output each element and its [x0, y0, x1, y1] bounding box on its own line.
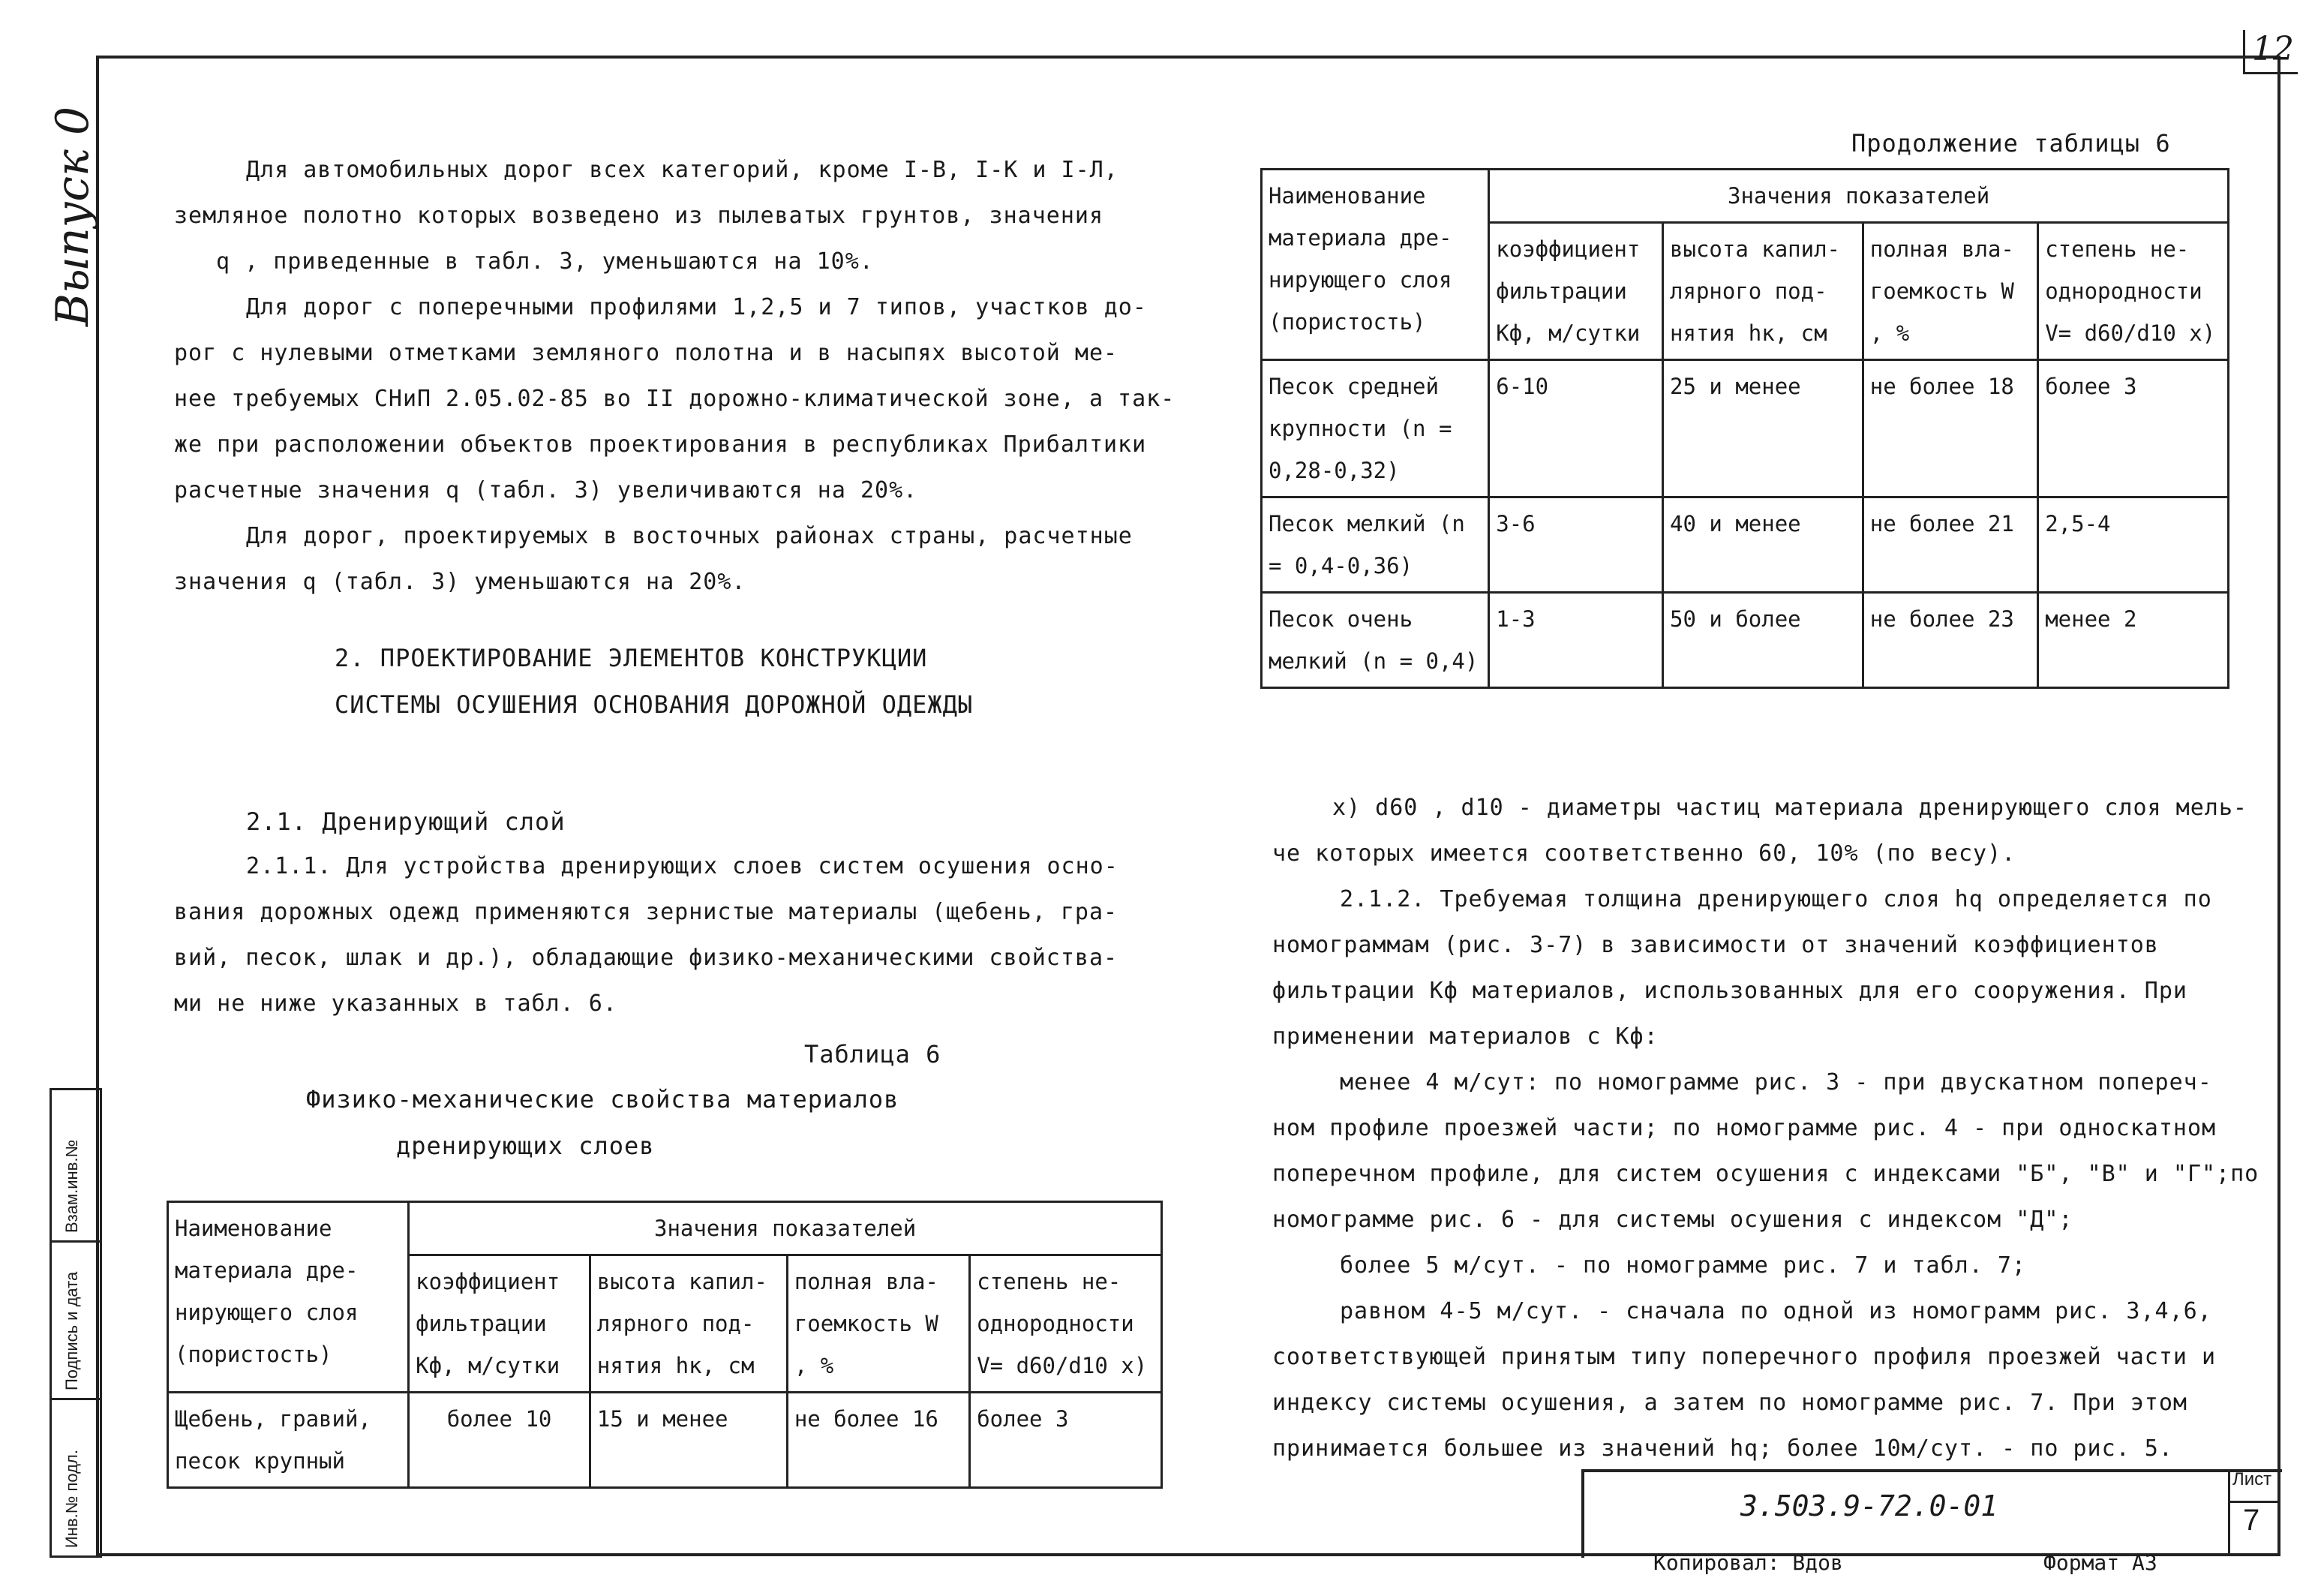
- table-header-uniformity: степень не-однородности V= d60/d10 x): [2038, 223, 2229, 360]
- paragraph-line: q , приведенные в табл. 3, уменьшаются на 10%.: [216, 248, 874, 275]
- subsection-title: 2.1. Дренирующий слой: [246, 807, 566, 836]
- table-6-continued: [1260, 168, 2229, 689]
- side-label: Выпуск 0: [47, 106, 99, 326]
- paragraph-line: Для автомобильных дорог всех категорий, кроме I-В, I-К и I-Л,: [246, 157, 1118, 183]
- table-header-filtration: коэффициент фильтрации Kф, м/сутки: [1489, 223, 1663, 360]
- table-header-material: Наименование материала дре-нирующего слоя (пористость): [1262, 170, 1489, 360]
- sheet-label: Лист: [2232, 1469, 2272, 1489]
- table-row: Песок средней крупности (n = 0,28-0,32) 6-10 25 и менее не более 18 более 3: [1262, 360, 2229, 497]
- paragraph-line: значения q (табл. 3) уменьшаются на 20%.: [174, 569, 746, 595]
- sheet-format: Формат А3: [2043, 1550, 2157, 1575]
- paragraph-line: Для дорог, проектируемых в восточных районах страны, расчетные: [246, 523, 1133, 549]
- text-2-1-2: 2.1.2. Требуемая толщина дренирующего слоя hq определяется по номограммам (рис. 3-7) в зависимости от значений коэффициентов фильтрации Kф материалов, использованных для его сооружения. При применении материалов с Kф: менее 4 м/сут: по номограмме рис. 3 - при двускатном попереч- ном профиле проезжей части; по номограмме рис. 4 - при односкатном поперечном профиле, для систем осушения с индексами "Б", "В" и "Г";по номограмме рис. 6 - для системы осушения с индексом "Д"; более 5 м/сут. - по номограмме рис. 7 и табл. 7; равном 4-5 м/сут. - сначала по одной из номограмм рис. 3,4,6, соответствующей принятым типу поперечного профиля проезжей части и индексу системы осушения, а затем по номограмме рис. 7. При этом принимается большее из значений hq; более 10м/сут. - по рис. 5.: [1272, 886, 2259, 1462]
- sheet-number: 7: [2243, 1504, 2260, 1537]
- section-title: 2. ПРОЕКТИРОВАНИЕ ЭЛЕМЕНТОВ КОНСТРУКЦИИ СИСТЕМЫ ОСУШЕНИЯ ОСНОВАНИЯ ДОРОЖНОЙ ОДЕЖДЫ: [335, 644, 974, 719]
- paragraph-line: Для дорог с поперечными профилями 1,2,5 и 7 типов, участков до-: [246, 294, 1147, 320]
- table-label: Таблица 6: [804, 1040, 941, 1069]
- paragraph-line: нее требуемых СНиП 2.05.02-85 во II дорожно-климатической зоне, а так-: [174, 386, 1176, 412]
- table-header-material: Наименование материала дре-нирующего слоя (пористость): [168, 1202, 409, 1393]
- text-2-1-1: 2.1.1. Для устройства дренирующих слоев систем осушения осно- вания дорожных одежд применяются зернистые материалы (щебень, гра- вий, песок, шлак и др.), обладающие физико-механическими свойства- ми не ниже указанных в табл. 6.: [174, 853, 1118, 1017]
- document-code: 3.503.9-72.0-01: [1740, 1489, 1998, 1522]
- paragraph-line: расчетные значения q (табл. 3) увеличиваются на 20%.: [174, 477, 918, 503]
- table-row: Песок очень мелкий (n = 0,4) 1-3 50 и более не более 23 менее 2: [1262, 593, 2229, 688]
- table-6: [167, 1201, 1163, 1489]
- table-caption-2: дренирующих слоев: [396, 1132, 655, 1160]
- table-continuation-label: Продолжение таблицы 6: [1851, 129, 2171, 158]
- frame-top: [96, 56, 2280, 59]
- stamp-replace-label: Взам.инв.№: [62, 1139, 81, 1233]
- stamp-sign-label: Подпись и дата: [62, 1271, 81, 1390]
- table-header-capillary: высота капил-лярного под-нятия hк, см: [1663, 223, 1863, 360]
- table-header-capillary: высота капил-лярного под-нятия hк, см: [590, 1255, 787, 1393]
- stamp-inv-label: Инв.№ подл.: [62, 1450, 81, 1548]
- table-header-group: Значения показателей: [1489, 170, 2229, 223]
- left-text-block: [174, 147, 1175, 605]
- paragraph-line: же при расположении объектов проектирования в республиках Прибалтики: [174, 431, 1147, 458]
- table-header-group: Значения показателей: [409, 1202, 1162, 1255]
- paragraph-line: рог с нулевыми отметками земляного полотна и в насыпях высотой ме-: [174, 340, 1118, 366]
- paragraph-line: земляное полотно которых возведено из пылеватых грунтов, значения: [174, 203, 1103, 229]
- table-row: Щебень, гравий, песок крупный более 10 15 и менее не более 16 более 3: [168, 1393, 1162, 1488]
- table-header-filtration: коэффициент фильтрации Kф, м/сутки: [409, 1255, 590, 1393]
- copied-by: Копировал: Вдов: [1653, 1550, 1843, 1575]
- frame-right: [2277, 56, 2280, 1556]
- table-caption-1: Физико-механические свойства материалов: [306, 1085, 899, 1114]
- page-number: 12: [2252, 30, 2294, 68]
- footnote: x) d60 , d10 - диаметры частиц материала дренирующего слоя мель- че которых имеется соответственно 60, 10% (по весу).: [1272, 795, 2247, 867]
- table-header-moisture: полная вла-гоемкость W , %: [787, 1255, 969, 1393]
- table-header-uniformity: степень не-однородности V= d60/d10 x): [970, 1255, 1162, 1393]
- table-row: Песок мелкий (n = 0,4-0,36) 3-6 40 и менее не более 21 2,5-4: [1262, 497, 2229, 593]
- sheet-divider: [2228, 1501, 2277, 1503]
- side-stamp: [50, 1088, 102, 1558]
- table-header-moisture: полная вла-гоемкость W , %: [1863, 223, 2037, 360]
